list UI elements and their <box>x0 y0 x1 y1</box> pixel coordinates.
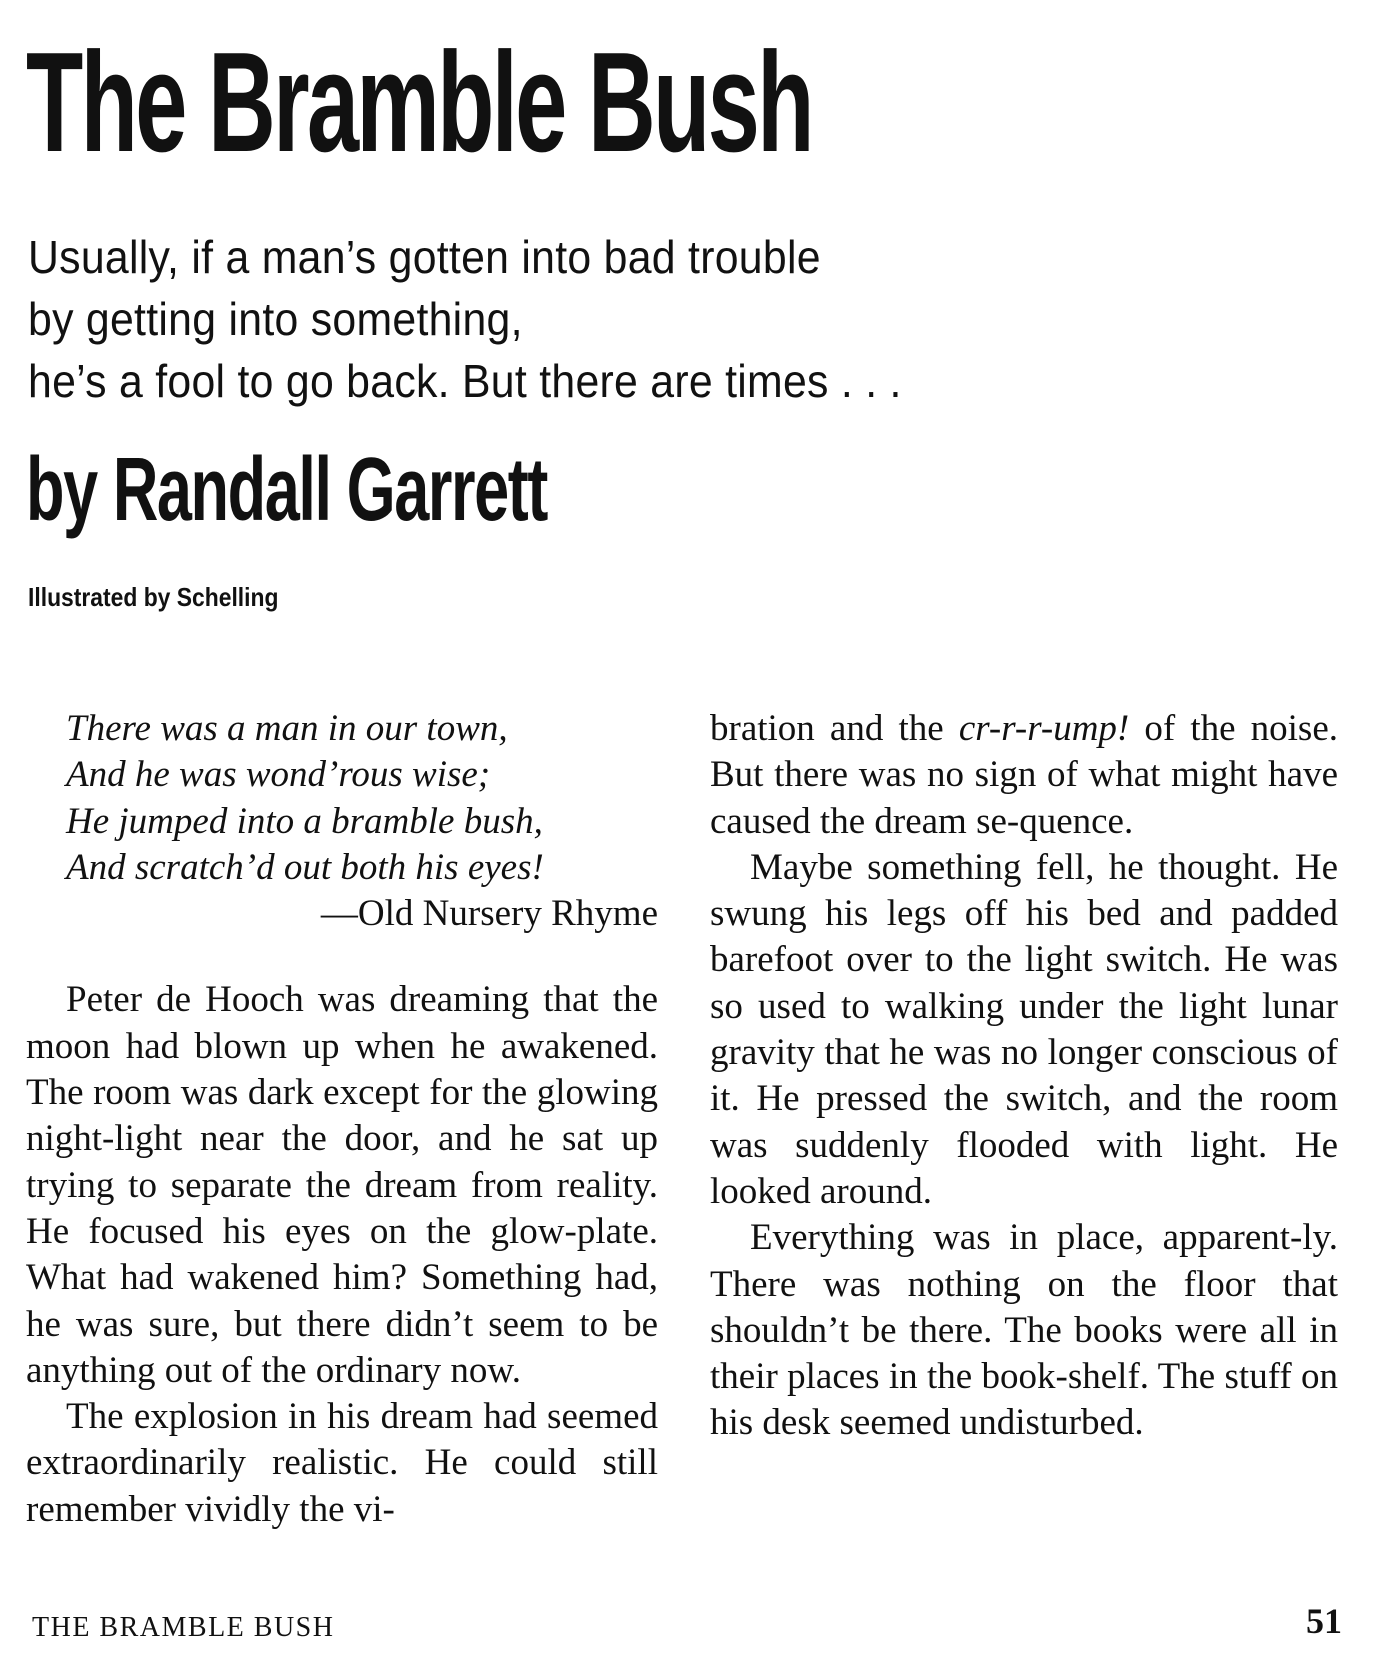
left-column <box>26 706 658 1533</box>
epigraph-line: And he was wond’rous wise; <box>66 754 491 796</box>
epigraph-line: And scratch’d out both his eyes! <box>66 846 544 888</box>
sound-effect: cr-r-r-ump! <box>958 708 1130 749</box>
body-paragraph: Peter de Hooch was dreaming that the moon had blown up when he awakened. The room was dark except for the glowing night-light near the door, and he sat up trying to separate the dream from reality. He focused his eyes on the glow-plate. What had wakened him? Something had, he was sure, but there didn’t seem to be anything out of the ordinary now. <box>26 979 658 1391</box>
continued-text: of the noise. But there was no sign of what might have caused the dream se-quence. <box>710 708 1338 842</box>
continued-text: bration and the <box>710 708 959 749</box>
author-byline: by Randall Garrett <box>26 440 547 540</box>
body-paragraph: Maybe something fell, he thought. He swung his legs off his bed and padded barefoot over to the light switch. He was so used to walking under the light lunar gravity that he was no longer conscious of it. He pressed the switch, and the room was suddenly flooded with light. He looked around. <box>710 846 1338 1212</box>
illustration-credit: Illustrated by Schelling <box>28 582 279 612</box>
epigraph-line: He jumped into a bramble bush, <box>66 800 543 842</box>
right-column <box>710 706 1338 1447</box>
epigraph <box>66 706 658 937</box>
story-title: The Bramble Bush <box>26 23 812 182</box>
epigraph-line: There was a man in our town, <box>66 708 508 749</box>
body-paragraph: Everything was in place, apparent-ly. There was nothing on the floor that shouldn’t be there. The books were all in their places in the book-shelf. The stuff on his desk seemed undisturbed. <box>710 1217 1338 1444</box>
page-number: 51 <box>1306 1601 1342 1641</box>
deck-line: Usually, if a man’s gotten into bad trouble <box>28 231 821 283</box>
body-paragraph: The explosion in his dream had seemed extraordinarily realistic. He could still remember vividly the vi- <box>26 1396 658 1530</box>
spacer <box>26 937 658 977</box>
epigraph-attribution: —Old Nursery Rhyme <box>320 893 658 935</box>
deck-line: he’s a fool to go back. But there are times . . . <box>28 355 902 407</box>
story-deck <box>28 226 902 412</box>
continued-paragraph <box>710 706 1338 845</box>
running-title: THE BRAMBLE BUSH <box>32 1612 335 1643</box>
deck-line: by getting into something, <box>28 293 523 345</box>
